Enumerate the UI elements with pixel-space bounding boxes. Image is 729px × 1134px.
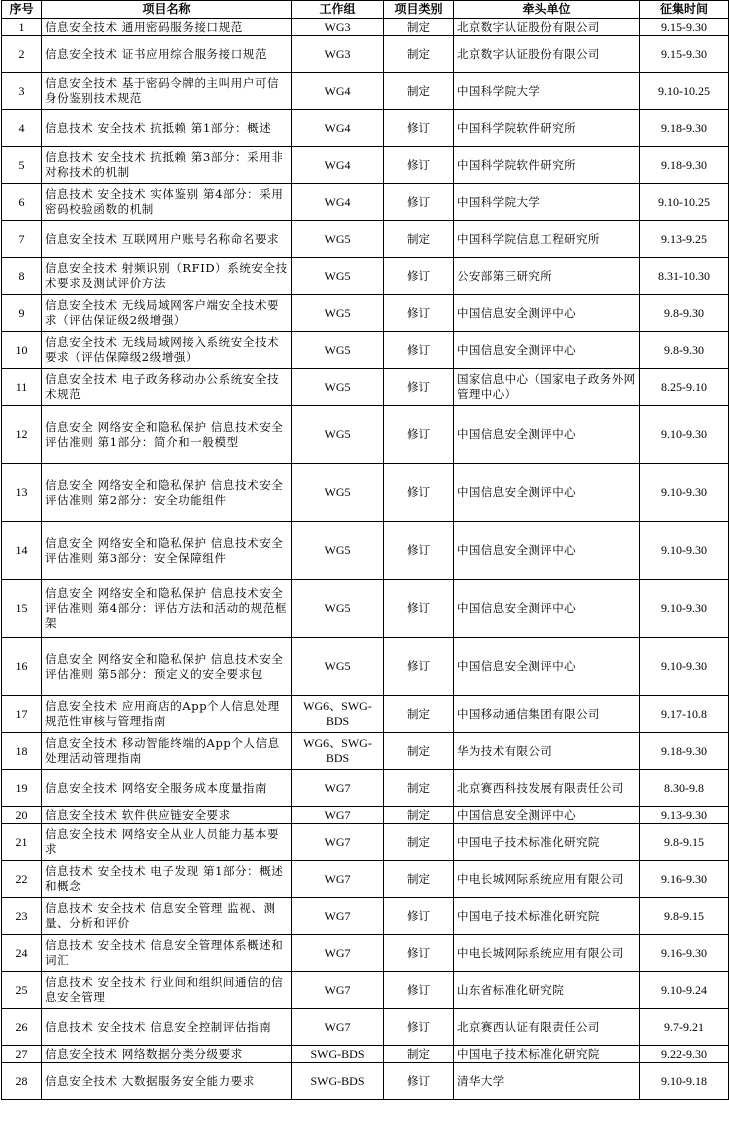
working-group: WG7	[292, 898, 384, 935]
project-name: 信息安全技术 无线局域网客户端安全技术要求（评估保证级2级增强）	[42, 295, 292, 332]
project-name: 信息安全 网络安全和隐私保护 信息技术安全评估准则 第5部分：预定义的安全要求包	[42, 638, 292, 696]
project-name: 信息技术 安全技术 信息安全管理 监视、测量、分析和评价	[42, 898, 292, 935]
table-row	[2, 824, 729, 861]
row-number: 4	[2, 110, 42, 147]
project-category: 修订	[384, 1009, 454, 1046]
project-category: 修订	[384, 110, 454, 147]
working-group: WG5	[292, 221, 384, 258]
row-number: 12	[2, 406, 42, 464]
working-group: WG4	[292, 110, 384, 147]
row-number: 8	[2, 258, 42, 295]
collection-period: 9.18-9.30	[640, 110, 729, 147]
working-group: WG4	[292, 73, 384, 110]
table-row	[2, 898, 729, 935]
project-name: 信息安全技术 射频识别（RFID）系统安全技术要求及测试评价方法	[42, 258, 292, 295]
header-name: 项目名称	[42, 1, 292, 19]
table-row	[2, 258, 729, 295]
row-number: 6	[2, 184, 42, 221]
project-category: 修订	[384, 184, 454, 221]
project-category: 修订	[384, 972, 454, 1009]
project-name: 信息安全技术 网络安全服务成本度量指南	[42, 770, 292, 807]
collection-period: 9.10-9.24	[640, 972, 729, 1009]
project-category: 制定	[384, 696, 454, 733]
project-category: 制定	[384, 807, 454, 824]
working-group: WG3	[292, 36, 384, 73]
lead-unit: 中国科学院软件研究所	[454, 147, 640, 184]
lead-unit: 中国科学院大学	[454, 184, 640, 221]
project-category: 制定	[384, 733, 454, 770]
table-row	[2, 184, 729, 221]
project-name: 信息安全 网络安全和隐私保护 信息技术安全评估准则 第4部分：评估方法和活动的规范框架	[42, 580, 292, 638]
lead-unit: 中国电子技术标准化研究院	[454, 1046, 640, 1063]
row-number: 15	[2, 580, 42, 638]
working-group: WG5	[292, 580, 384, 638]
collection-period: 9.8-9.15	[640, 898, 729, 935]
project-name: 信息安全技术 网络安全从业人员能力基本要求	[42, 824, 292, 861]
working-group: WG7	[292, 972, 384, 1009]
project-name: 信息技术 安全技术 抗抵赖 第3部分：采用非对称技术的机制	[42, 147, 292, 184]
working-group: WG5	[292, 638, 384, 696]
header-lead-unit: 牵头单位	[454, 1, 640, 19]
project-name: 信息技术 安全技术 电子发现 第1部分：概述和概念	[42, 861, 292, 898]
working-group: WG6、SWG-BDS	[292, 696, 384, 733]
collection-period: 9.7-9.21	[640, 1009, 729, 1046]
collection-period: 9.8-9.30	[640, 332, 729, 369]
working-group: WG5	[292, 406, 384, 464]
table-row	[2, 110, 729, 147]
table-row	[2, 147, 729, 184]
lead-unit: 清华大学	[454, 1063, 640, 1100]
table-row	[2, 369, 729, 406]
table-row	[2, 36, 729, 73]
project-name: 信息安全技术 应用商店的App个人信息处理规范性审核与管理指南	[42, 696, 292, 733]
table-row	[2, 733, 729, 770]
lead-unit: 中国信息安全测评中心	[454, 332, 640, 369]
row-number: 26	[2, 1009, 42, 1046]
header-row	[2, 1, 729, 19]
collection-period: 9.10-10.25	[640, 184, 729, 221]
row-number: 18	[2, 733, 42, 770]
project-category: 修订	[384, 638, 454, 696]
table-row	[2, 861, 729, 898]
working-group: WG6、SWG-BDS	[292, 733, 384, 770]
table-row	[2, 73, 729, 110]
row-number: 14	[2, 522, 42, 580]
working-group: WG3	[292, 19, 384, 36]
working-group: WG5	[292, 332, 384, 369]
lead-unit: 中国科学院信息工程研究所	[454, 221, 640, 258]
standards-table	[1, 0, 729, 1100]
collection-period: 9.10-9.30	[640, 522, 729, 580]
lead-unit: 北京数字认证股份有限公司	[454, 36, 640, 73]
collection-period: 9.13-9.25	[640, 221, 729, 258]
project-name: 信息技术 安全技术 行业间和组织间通信的信息安全管理	[42, 972, 292, 1009]
project-category: 制定	[384, 770, 454, 807]
project-category: 修订	[384, 258, 454, 295]
table-row	[2, 1009, 729, 1046]
project-name: 信息安全技术 移动智能终端的App个人信息处理活动管理指南	[42, 733, 292, 770]
working-group: WG5	[292, 295, 384, 332]
working-group: WG5	[292, 258, 384, 295]
project-category: 修订	[384, 406, 454, 464]
table-row	[2, 972, 729, 1009]
row-number: 1	[2, 19, 42, 36]
lead-unit: 中国信息安全测评中心	[454, 464, 640, 522]
table-row	[2, 221, 729, 258]
row-number: 21	[2, 824, 42, 861]
table-row	[2, 770, 729, 807]
table-row	[2, 807, 729, 824]
row-number: 9	[2, 295, 42, 332]
table-row	[2, 406, 729, 464]
table-row	[2, 295, 729, 332]
collection-period: 9.22-9.30	[640, 1046, 729, 1063]
header-no: 序号	[2, 1, 42, 19]
lead-unit: 中国信息安全测评中心	[454, 522, 640, 580]
lead-unit: 北京数字认证股份有限公司	[454, 19, 640, 36]
lead-unit: 中国电子技术标准化研究院	[454, 898, 640, 935]
collection-period: 9.10-9.30	[640, 638, 729, 696]
project-name: 信息安全技术 软件供应链安全要求	[42, 807, 292, 824]
project-name: 信息技术 安全技术 信息安全控制评估指南	[42, 1009, 292, 1046]
collection-period: 8.31-10.30	[640, 258, 729, 295]
row-number: 23	[2, 898, 42, 935]
row-number: 2	[2, 36, 42, 73]
project-name: 信息安全 网络安全和隐私保护 信息技术安全评估准则 第2部分：安全功能组件	[42, 464, 292, 522]
table-row	[2, 464, 729, 522]
collection-period: 9.10-9.18	[640, 1063, 729, 1100]
project-category: 修订	[384, 1063, 454, 1100]
collection-period: 9.15-9.30	[640, 19, 729, 36]
table-row	[2, 1046, 729, 1063]
collection-period: 9.10-9.30	[640, 464, 729, 522]
header-working-group: 工作组	[292, 1, 384, 19]
lead-unit: 中国信息安全测评中心	[454, 807, 640, 824]
row-number: 24	[2, 935, 42, 972]
lead-unit: 中国科学院软件研究所	[454, 110, 640, 147]
project-name: 信息安全技术 通用密码服务接口规范	[42, 19, 292, 36]
project-category: 制定	[384, 221, 454, 258]
lead-unit: 中国移动通信集团有限公司	[454, 696, 640, 733]
project-category: 修订	[384, 580, 454, 638]
project-name: 信息技术 安全技术 实体鉴别 第4部分：采用密码校验函数的机制	[42, 184, 292, 221]
collection-period: 9.10-9.30	[640, 406, 729, 464]
project-category: 制定	[384, 1046, 454, 1063]
lead-unit: 山东省标准化研究院	[454, 972, 640, 1009]
table-row	[2, 935, 729, 972]
lead-unit: 中国电子技术标准化研究院	[454, 824, 640, 861]
table-row	[2, 696, 729, 733]
row-number: 5	[2, 147, 42, 184]
collection-period: 9.15-9.30	[640, 36, 729, 73]
project-category: 制定	[384, 19, 454, 36]
row-number: 20	[2, 807, 42, 824]
project-category: 制定	[384, 73, 454, 110]
collection-period: 9.8-9.30	[640, 295, 729, 332]
collection-period: 9.10-9.30	[640, 580, 729, 638]
row-number: 3	[2, 73, 42, 110]
table-row	[2, 638, 729, 696]
lead-unit: 北京赛西科技发展有限责任公司	[454, 770, 640, 807]
project-category: 修订	[384, 369, 454, 406]
table-row	[2, 522, 729, 580]
project-name: 信息安全 网络安全和隐私保护 信息技术安全评估准则 第1部分：简介和一般模型	[42, 406, 292, 464]
project-category: 修订	[384, 898, 454, 935]
project-category: 修订	[384, 295, 454, 332]
lead-unit: 中国科学院大学	[454, 73, 640, 110]
project-category: 修订	[384, 464, 454, 522]
collection-period: 8.25-9.10	[640, 369, 729, 406]
project-category: 修订	[384, 522, 454, 580]
collection-period: 9.13-9.30	[640, 807, 729, 824]
project-name: 信息安全技术 互联网用户账号名称命名要求	[42, 221, 292, 258]
working-group: WG4	[292, 147, 384, 184]
table-row	[2, 1063, 729, 1100]
lead-unit: 中电长城网际系统应用有限公司	[454, 861, 640, 898]
working-group: WG7	[292, 935, 384, 972]
project-name: 信息技术 安全技术 信息安全管理体系概述和词汇	[42, 935, 292, 972]
row-number: 11	[2, 369, 42, 406]
working-group: SWG-BDS	[292, 1046, 384, 1063]
project-name: 信息安全技术 证书应用综合服务接口规范	[42, 36, 292, 73]
row-number: 19	[2, 770, 42, 807]
project-name: 信息安全技术 基于密码令牌的主叫用户可信身份鉴别技术规范	[42, 73, 292, 110]
lead-unit: 中国信息安全测评中心	[454, 406, 640, 464]
lead-unit: 中电长城网际系统应用有限公司	[454, 935, 640, 972]
working-group: WG5	[292, 369, 384, 406]
project-name: 信息安全 网络安全和隐私保护 信息技术安全评估准则 第3部分：安全保障组件	[42, 522, 292, 580]
header-period: 征集时间	[640, 1, 729, 19]
table-row	[2, 332, 729, 369]
project-name: 信息安全技术 无线局域网接入系统安全技术要求（评估保障级2级增强）	[42, 332, 292, 369]
row-number: 25	[2, 972, 42, 1009]
collection-period: 9.17-10.8	[640, 696, 729, 733]
table-row	[2, 580, 729, 638]
lead-unit: 北京赛西认证有限责任公司	[454, 1009, 640, 1046]
working-group: WG7	[292, 807, 384, 824]
collection-period: 9.16-9.30	[640, 861, 729, 898]
lead-unit: 国家信息中心（国家电子政务外网管理中心）	[454, 369, 640, 406]
collection-period: 8.30-9.8	[640, 770, 729, 807]
header-category: 项目类别	[384, 1, 454, 19]
project-name: 信息技术 安全技术 抗抵赖 第1部分：概述	[42, 110, 292, 147]
row-number: 10	[2, 332, 42, 369]
working-group: WG5	[292, 522, 384, 580]
project-name: 信息安全技术 电子政务移动办公系统安全技术规范	[42, 369, 292, 406]
row-number: 16	[2, 638, 42, 696]
project-category: 制定	[384, 824, 454, 861]
row-number: 28	[2, 1063, 42, 1100]
row-number: 7	[2, 221, 42, 258]
row-number: 13	[2, 464, 42, 522]
working-group: WG7	[292, 861, 384, 898]
project-name: 信息安全技术 大数据服务安全能力要求	[42, 1063, 292, 1100]
working-group: SWG-BDS	[292, 1063, 384, 1100]
lead-unit: 中国信息安全测评中心	[454, 638, 640, 696]
project-category: 制定	[384, 36, 454, 73]
lead-unit: 华为技术有限公司	[454, 733, 640, 770]
table-body	[2, 19, 729, 1100]
lead-unit: 中国信息安全测评中心	[454, 580, 640, 638]
row-number: 27	[2, 1046, 42, 1063]
collection-period: 9.8-9.15	[640, 824, 729, 861]
project-category: 修订	[384, 332, 454, 369]
lead-unit: 中国信息安全测评中心	[454, 295, 640, 332]
collection-period: 9.18-9.30	[640, 733, 729, 770]
project-category: 修订	[384, 147, 454, 184]
row-number: 17	[2, 696, 42, 733]
working-group: WG4	[292, 184, 384, 221]
table-row	[2, 19, 729, 36]
collection-period: 9.10-10.25	[640, 73, 729, 110]
row-number: 22	[2, 861, 42, 898]
working-group: WG7	[292, 824, 384, 861]
project-category: 修订	[384, 935, 454, 972]
project-category: 制定	[384, 861, 454, 898]
working-group: WG7	[292, 770, 384, 807]
working-group: WG5	[292, 464, 384, 522]
working-group: WG7	[292, 1009, 384, 1046]
collection-period: 9.16-9.30	[640, 935, 729, 972]
lead-unit: 公安部第三研究所	[454, 258, 640, 295]
project-name: 信息安全技术 网络数据分类分级要求	[42, 1046, 292, 1063]
collection-period: 9.18-9.30	[640, 147, 729, 184]
